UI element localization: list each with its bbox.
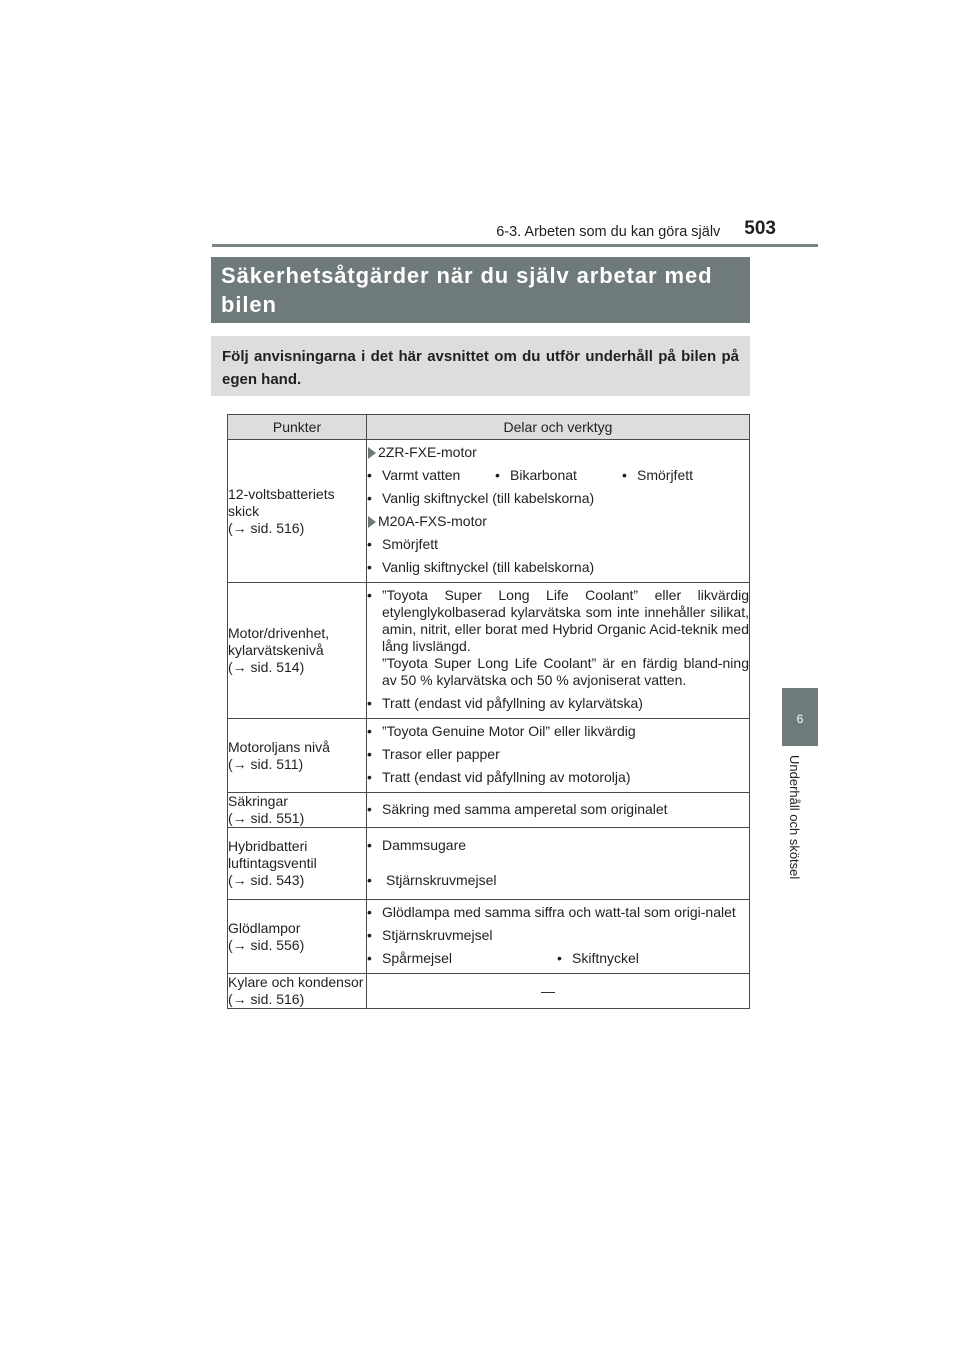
tool-text: Glödlampa med samma siffra och watt-tal som origi-nalet: [382, 904, 736, 920]
list-item: [367, 655, 749, 689]
list-item: • Säkring med samma amperetal som originalet: [367, 801, 749, 818]
triangle-arrow-icon: [368, 447, 376, 459]
list-item: • Tratt (endast vid påfyllning av kylarvätska): [367, 695, 749, 712]
page-ref: (→ sid. 514): [228, 659, 305, 675]
triangle-arrow-icon: [368, 516, 376, 528]
page-ref: (→ sid. 511): [228, 755, 304, 772]
parts-table: [227, 414, 750, 1009]
tool-text: Vanlig skiftnyckel (till kabelskorna): [382, 559, 595, 575]
page-ref: (→ sid. 551): [228, 810, 305, 826]
tools-cell: [367, 793, 750, 828]
header-rule: [212, 244, 818, 247]
tool-text: Spårmejsel: [382, 950, 453, 966]
list-item: • Stjärnskruvmejsel: [367, 927, 749, 944]
section-title: Säkerhetsåtgärder när du själv arbetar med bilen: [221, 263, 713, 317]
column-header-items: Punkter: [228, 415, 367, 440]
table-row: [228, 828, 750, 900]
section-title-box: [211, 257, 750, 323]
item-name: Hybridbatteri luftintagsventil: [228, 838, 317, 871]
list-item: • Tratt (endast vid påfyllning av motorolja): [367, 769, 749, 786]
coolant-note: ”Toyota Super Long Life Coolant” är en färdig bland-ning av 50 % kylarvätska och 50 % avjoniserat vatten.: [382, 655, 749, 688]
list-item: • ”Toyota Genuine Motor Oil” eller likvärdig: [367, 723, 749, 740]
item-name: Säkringar: [228, 793, 288, 809]
table-row: [228, 719, 750, 793]
table-row: [228, 974, 750, 1009]
tool-text: Smörjfett: [382, 536, 439, 552]
item-cell: [228, 900, 367, 974]
column-header-tools: Delar och verktyg: [367, 415, 750, 440]
list-item: • Dammsugare: [367, 837, 749, 854]
tools-cell: [367, 719, 750, 793]
tool-text: Stjärnskruvmejsel: [382, 927, 493, 943]
tool-text: Dammsugare: [382, 836, 467, 853]
engine-label: M20A-FXS-motor: [378, 513, 487, 529]
item-cell: [228, 583, 367, 719]
tool-text: Stjärnskruvmejsel: [386, 871, 497, 888]
tool-text: ”Toyota Super Long Life Coolant” eller likvärdig etylenglykolbaserad kylarvätska som inte innehåller silikat, amin, nitrit, eller borat med Hybrid Organic Acid-teknik med lång livslängd.: [382, 587, 749, 654]
empty-dash: —: [541, 982, 555, 999]
tool-text: Vanlig skiftnyckel (till kabelskorna): [382, 490, 595, 506]
tool-text: Tratt (endast vid påfyllning av kylarvätska): [382, 695, 643, 711]
intro-box: [211, 336, 750, 396]
list-item: • Smörjfett: [622, 467, 694, 483]
table-row: [228, 583, 750, 719]
item-name: Glödlampor: [228, 919, 301, 936]
tool-text: ”Toyota Genuine Motor Oil” eller likvärdig: [382, 723, 636, 739]
tool-text: Tratt (endast vid påfyllning av motorolja): [382, 769, 631, 785]
tool-text: Säkring med samma amperetal som originalet: [382, 800, 668, 817]
list-item: • ”Toyota Super Long Life Coolant” eller likvärdig etylenglykolbaserad kylarvätska som inte innehåller silikat, amin, nitrit, eller borat med Hybrid Organic Acid-teknik med lång livslängd.: [367, 587, 749, 654]
item-cell: [228, 440, 367, 583]
item-name: Motor/drivenhet, kylarvätskenivå: [228, 625, 330, 658]
list-item: • Stjärnskruvmejsel: [367, 872, 749, 889]
page-ref: (→ sid. 543): [228, 872, 305, 888]
list-item: • Vanlig skiftnyckel (till kabelskorna): [367, 490, 749, 507]
list-item: • Smörjfett: [367, 536, 749, 553]
item-cell: [228, 793, 367, 828]
list-item: • Varmt vatten: [367, 467, 461, 483]
item-name: Kylare och kondensor: [228, 974, 364, 990]
list-item: • Skiftnyckel: [557, 950, 639, 966]
chapter-number: 6: [796, 712, 804, 726]
engine-heading: [367, 444, 749, 461]
tool-text: Bikarbonat: [510, 467, 577, 483]
table-row: [228, 793, 750, 828]
table-header-row: [228, 415, 750, 440]
tool-text: Varmt vatten: [382, 467, 461, 483]
tool-text: Smörjfett: [637, 467, 694, 483]
item-name: 12-voltsbatteriets skick: [228, 485, 335, 519]
tools-cell: [367, 440, 750, 583]
item-name: Motoroljans nivå: [228, 738, 330, 755]
tool-text: Skiftnyckel: [572, 950, 639, 966]
tools-cell: [367, 900, 750, 974]
intro-text: Följ anvisningarna i det här avsnittet om du utför underhåll på bilen på egen hand.: [222, 348, 739, 388]
item-cell: [228, 719, 367, 793]
item-cell: [228, 974, 367, 1009]
table-row: [228, 440, 750, 583]
tool-columns: [367, 467, 749, 484]
page-ref: (→ sid. 556): [228, 936, 305, 953]
chapter-title: Underhåll och skötsel: [787, 755, 802, 880]
page-number: 503: [744, 218, 776, 239]
tools-cell: [367, 828, 750, 900]
list-item: • Glödlampa med samma siffra och watt-tal som origi-nalet: [367, 904, 749, 921]
running-head: [440, 220, 776, 242]
list-item: • Vanlig skiftnyckel (till kabelskorna): [367, 559, 749, 576]
list-item: • Trasor eller papper: [367, 746, 749, 763]
tool-text: Trasor eller papper: [382, 746, 500, 762]
engine-heading: [367, 513, 749, 530]
list-item: • Bikarbonat: [495, 467, 577, 483]
page-ref: (→ sid. 516): [228, 519, 305, 536]
tool-columns: [367, 950, 749, 967]
table-row: [228, 900, 750, 974]
page-ref: (→ sid. 516): [228, 991, 305, 1007]
item-cell: [228, 828, 367, 900]
list-item: • Spårmejsel: [367, 950, 453, 966]
section-reference: 6-3. Arbeten som du kan göra själv: [496, 224, 721, 240]
tools-cell: [367, 583, 750, 719]
engine-label: 2ZR-FXE-motor: [378, 444, 477, 460]
tools-cell: [367, 974, 750, 1009]
